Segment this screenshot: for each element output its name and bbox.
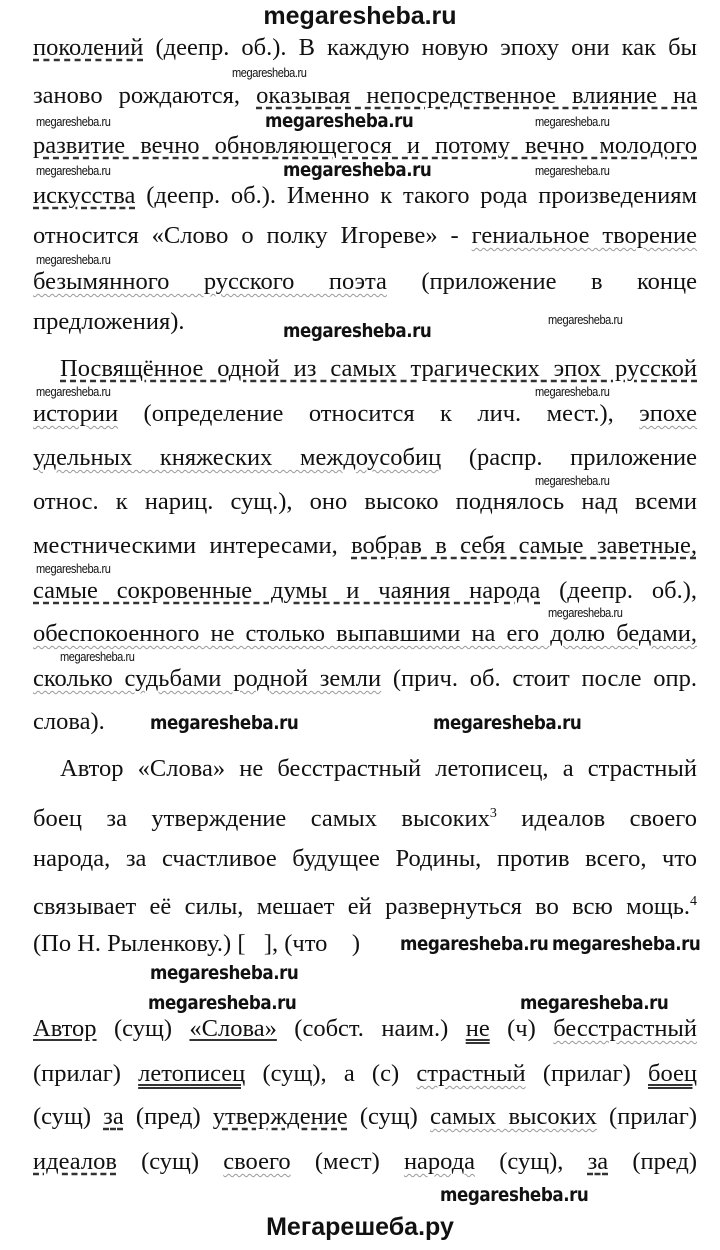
watermark: megaresheba.ru bbox=[552, 933, 701, 955]
watermark: megaresheba.ru bbox=[520, 992, 669, 1014]
text-segment: народа bbox=[403, 1148, 476, 1175]
text-line bbox=[33, 619, 697, 649]
text-segment: (прич. об. стоит после опр. bbox=[381, 665, 697, 692]
watermark: megaresheba.ru bbox=[548, 312, 623, 327]
watermark: megaresheba.ru bbox=[36, 561, 111, 576]
watermark: megaresheba.ru bbox=[283, 320, 432, 342]
text-segment: Посвящённое одной из самых трагических эпох русской bbox=[60, 355, 697, 382]
text-segment: «Слова» bbox=[189, 1015, 277, 1042]
watermark: megaresheba.ru bbox=[265, 110, 414, 132]
text-segment: эпохе bbox=[639, 400, 697, 427]
watermark: megaresheba.ru bbox=[150, 962, 299, 984]
text-segment: относ. к нариц. сущ.), оно высоко поднялось над всеми bbox=[33, 488, 697, 515]
text-segment: заново рождаются, bbox=[33, 82, 257, 109]
text-segment: (сущ) bbox=[116, 1148, 224, 1175]
text-line bbox=[33, 487, 697, 517]
text-segment: связывает её силы, мешает ей развернуться во всю мощь. bbox=[33, 893, 690, 921]
text-segment: не bbox=[465, 1015, 490, 1042]
text-segment: поколений bbox=[33, 34, 144, 61]
text-line bbox=[33, 221, 697, 251]
text-segment: (мест) bbox=[290, 1148, 404, 1175]
text-line bbox=[33, 1102, 697, 1132]
text-segment: (сущ) bbox=[33, 1103, 104, 1130]
text-segment: (сущ) bbox=[96, 1015, 190, 1042]
text-segment: боец за утверждение самых высоких bbox=[33, 805, 490, 833]
text-line bbox=[33, 1059, 697, 1089]
text-segment: слова). bbox=[33, 708, 105, 735]
text-segment: за bbox=[587, 1148, 609, 1175]
watermark: megaresheba.ru bbox=[535, 473, 610, 488]
site-header: megaresheba.ru bbox=[263, 2, 457, 30]
text-segment: (деепр. об.). В каждую новую эпоху они как бы bbox=[143, 34, 697, 61]
text-segment: безымянного русского поэта bbox=[33, 268, 387, 295]
text-line bbox=[33, 1147, 697, 1177]
text-line bbox=[33, 181, 697, 211]
watermark: megaresheba.ru bbox=[535, 163, 610, 178]
text-segment: (прилаг) bbox=[596, 1103, 697, 1130]
text-segment: местническими интересами, bbox=[33, 532, 352, 559]
watermark: megaresheba.ru bbox=[283, 159, 432, 181]
text-line bbox=[33, 576, 697, 606]
text-line bbox=[33, 399, 697, 429]
text-segment: (собст. наим.) bbox=[276, 1015, 466, 1042]
text-segment: относится «Слово о полку Игореве» - bbox=[33, 222, 472, 249]
text-segment: гениальное творение bbox=[471, 222, 697, 249]
footnote-mark: 3 bbox=[489, 806, 497, 821]
watermark: megaresheba.ru bbox=[36, 114, 111, 129]
text-line bbox=[33, 531, 697, 561]
text-segment: (сущ) bbox=[347, 1103, 431, 1130]
text-line bbox=[33, 131, 697, 161]
text-segment: (пред) bbox=[123, 1103, 213, 1130]
text-segment: (прилаг) bbox=[525, 1060, 648, 1087]
text-segment: (деепр. об.), bbox=[540, 577, 698, 604]
text-segment: летописец bbox=[138, 1060, 246, 1087]
text-line bbox=[33, 887, 697, 922]
text-line bbox=[60, 754, 697, 784]
text-segment: (деепр. об.). Именно к такого рода произведениям bbox=[135, 182, 697, 209]
watermark: megaresheba.ru bbox=[36, 252, 111, 267]
watermark: megaresheba.ru bbox=[36, 163, 111, 178]
text-segment: развитие вечно обновляющегося и потому вечно молодого bbox=[33, 132, 697, 159]
text-segment: удельных княжеских междоусобиц bbox=[33, 444, 442, 471]
text-segment: (прилаг) bbox=[33, 1060, 139, 1087]
text-segment: (ч) bbox=[489, 1015, 554, 1042]
watermark: megaresheba.ru bbox=[148, 992, 297, 1014]
text-segment: бесстрастный bbox=[553, 1015, 698, 1042]
watermark: megaresheba.ru bbox=[535, 384, 610, 399]
text-segment: сколько судьбами родной земли bbox=[33, 665, 382, 692]
text-segment: предложения). bbox=[33, 308, 185, 335]
watermark: megaresheba.ru bbox=[36, 384, 111, 399]
text-segment: (сущ), bbox=[475, 1148, 588, 1175]
watermark: megaresheba.ru bbox=[535, 114, 610, 129]
text-line bbox=[33, 664, 697, 694]
text-segment: идеалов своего bbox=[496, 805, 697, 833]
text-segment: (определение относится к лич. мест.), bbox=[118, 400, 640, 427]
watermark: megaresheba.ru bbox=[60, 649, 135, 664]
text-segment: обеспокоенного не столько выпавшими на его долю бедами, bbox=[33, 620, 697, 647]
text-line bbox=[60, 354, 697, 384]
text-segment: оказывая непосредственное влияние на bbox=[256, 82, 697, 109]
text-segment: Автор «Слова» не бесстрастный летописец, а страстный bbox=[60, 755, 697, 782]
watermark: megaresheba.ru bbox=[433, 712, 582, 734]
watermark: megaresheba.ru bbox=[440, 1184, 589, 1206]
text-line bbox=[33, 443, 697, 473]
text-segment: искусства bbox=[33, 182, 136, 209]
text-segment: народа, за счастливое будущее Родины, против всего, что bbox=[33, 845, 697, 872]
text-segment: Автор bbox=[33, 1015, 97, 1042]
text-segment: страстный bbox=[416, 1060, 526, 1087]
watermark: megaresheba.ru bbox=[232, 65, 307, 80]
watermark: megaresheba.ru bbox=[150, 712, 299, 734]
text-line bbox=[33, 844, 697, 874]
text-line bbox=[33, 81, 697, 111]
text-segment: (По Н. Рыленкову.) [ ], (что ) bbox=[33, 930, 361, 957]
text-segment: (распр. приложение bbox=[441, 444, 697, 471]
text-segment: (пред) bbox=[608, 1148, 698, 1175]
text-segment: боец bbox=[647, 1060, 697, 1087]
text-line bbox=[33, 1014, 697, 1044]
text-segment: идеалов bbox=[33, 1148, 117, 1175]
text-line bbox=[33, 267, 697, 297]
text-line bbox=[33, 707, 697, 737]
text-segment: самых высоких bbox=[430, 1103, 597, 1130]
text-segment: за bbox=[103, 1103, 124, 1130]
text-segment: утверждение bbox=[212, 1103, 348, 1130]
watermark: megaresheba.ru bbox=[548, 605, 623, 620]
footnote-mark: 4 bbox=[690, 894, 697, 909]
text-segment: вобрав в себя самые заветные, bbox=[351, 532, 697, 559]
text-segment: своего bbox=[223, 1148, 291, 1175]
site-footer: Мегарешеба.ру bbox=[266, 1213, 454, 1241]
text-line bbox=[33, 799, 697, 834]
watermark: megaresheba.ru bbox=[400, 933, 549, 955]
text-segment: (приложение в конце bbox=[386, 268, 697, 295]
text-segment: (сущ), а (с) bbox=[245, 1060, 417, 1087]
text-segment: самые сокровенные думы и чаяния народа bbox=[33, 577, 541, 604]
text-segment: истории bbox=[33, 400, 119, 427]
text-line bbox=[33, 33, 697, 63]
